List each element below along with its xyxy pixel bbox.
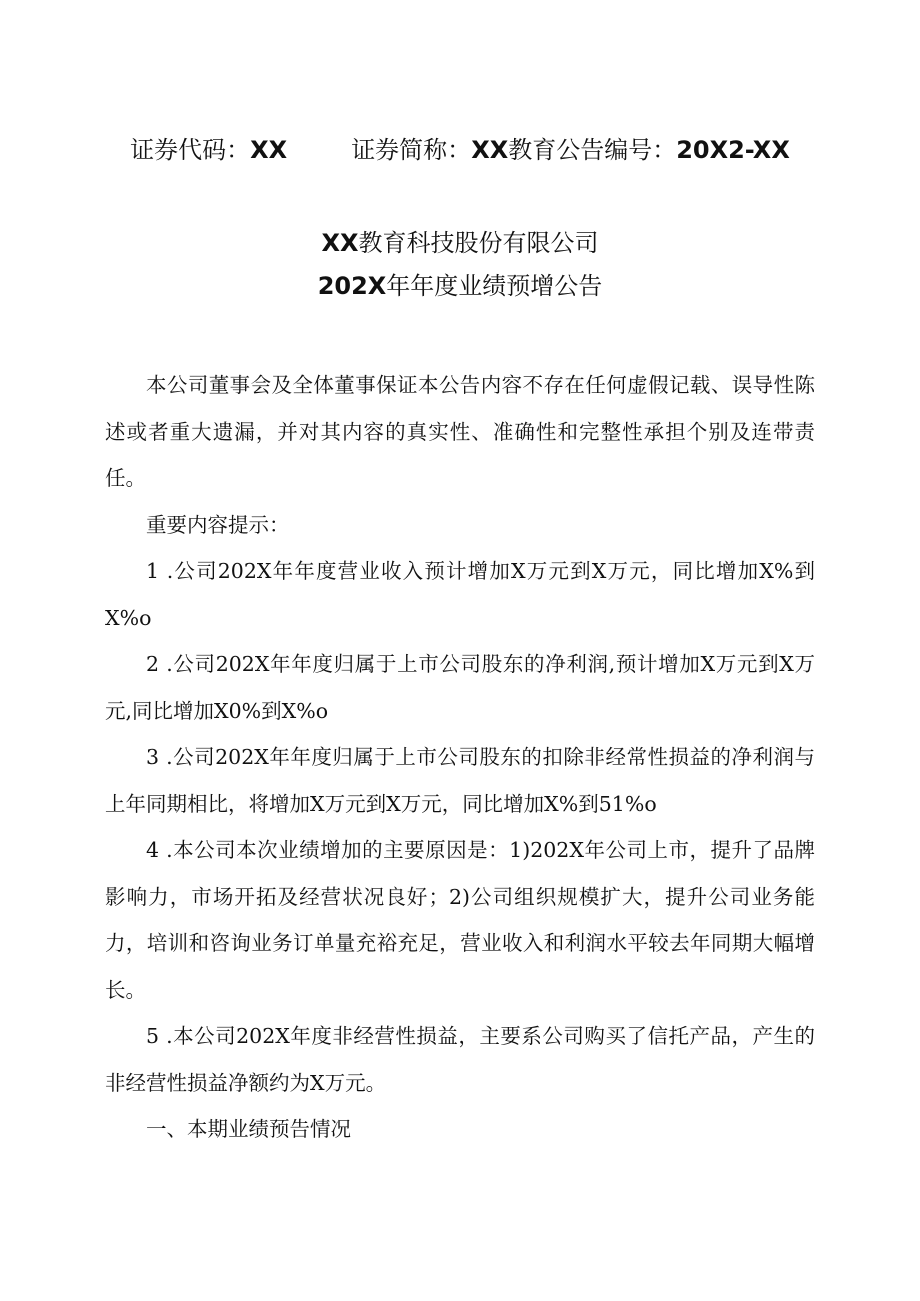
notice-number-value: 20X2-XX <box>676 136 790 164</box>
key-point-5: 5 .本公司202X年度非经营性损益，主要系公司购买了信托产品，产生的非经营性损益净额约为X万元。 <box>105 1024 815 1095</box>
notice-number-label: 教育公告编号： <box>508 136 677 164</box>
company-name-title <box>0 225 920 261</box>
key-point-2: 2 .公司202X年年度归属于上市公司股东的净利润,预计增加X万元到X万元,同比增加X0%到X%o <box>105 652 815 723</box>
key-point-1: 1 .公司202X年年度营业收入预计增加X万元到X万元，同比增加X%到X%o <box>105 559 815 630</box>
stock-code-label: 证券代码： <box>130 136 251 164</box>
company-name-prefix: XX <box>321 229 359 257</box>
announcement-title <box>0 268 920 304</box>
announcement-body <box>105 362 815 1153</box>
company-name-rest: 教育科技股份有限公司 <box>358 229 599 257</box>
key-points-heading: 重要内容提示： <box>146 512 290 537</box>
announcement-year: 202X <box>317 272 387 300</box>
stock-short-name-label: 证券简称： <box>351 136 472 164</box>
announcement-title-rest: 年年度业绩预增公告 <box>386 272 603 300</box>
announcement-header <box>0 132 920 168</box>
key-point-4: 4 .本公司本次业绩增加的主要原因是：1)202X年公司上市，提升了品牌影响力，市场开拓及经营状况良好；2)公司组织规模扩大，提升公司业务能力，培训和咨询业务订单量充裕充足，营业收入和利润水平较去年同期大幅增长。 <box>105 838 815 1002</box>
board-statement-paragraph: 本公司董事会及全体董事保证本公告内容不存在任何虚假记载、误导性陈述或者重大遗漏，并对其内容的真实性、准确性和完整性承担个别及连带责任。 <box>105 373 815 490</box>
section-heading: 一、本期业绩预告情况 <box>146 1117 351 1141</box>
stock-code-value: XX <box>250 136 288 164</box>
key-point-3: 3 .公司202X年年度归属于上市公司股东的扣除非经常性损益的净利润与上年同期相比，将增加X万元到X万元，同比增加X%到51%o <box>105 745 815 816</box>
stock-short-name-value: XX <box>471 136 509 164</box>
